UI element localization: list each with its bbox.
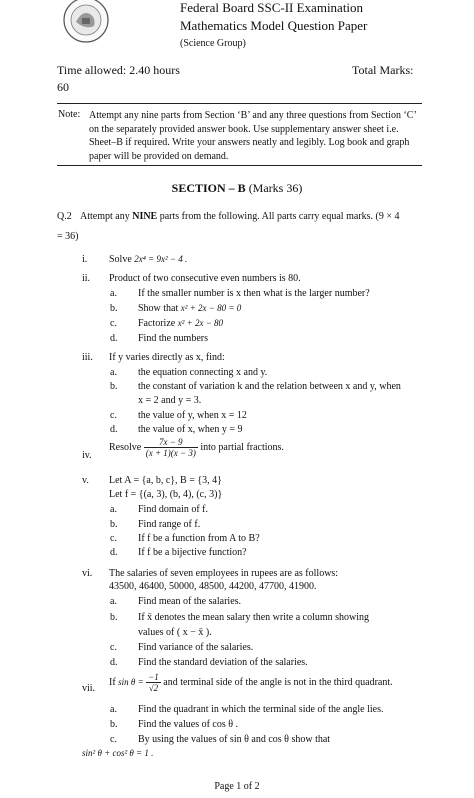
part-iii-b-line1: the constant of variation k and the relation between x and y, when (138, 381, 401, 392)
part-num: iv. (82, 450, 92, 461)
fraction-denominator: √2 (148, 683, 159, 693)
part-vi-b-line2: values of ( x − x̄ ). (138, 627, 212, 638)
part-ii-c (138, 317, 223, 330)
show-that-label: Show that (138, 303, 179, 314)
part-v-function-line: Let f = {(a, 3), (b, 4), (c, 3)} (109, 489, 223, 500)
question-number: Q.2 (57, 211, 72, 222)
sub-letter: a. (110, 704, 117, 715)
sub-letter: d. (110, 657, 118, 668)
part-iii-d: the value of x, when y = 9 (138, 424, 243, 435)
part-iv-text (109, 437, 284, 458)
part-ii-b-equation: x² + 2x − 80 = 0 (180, 303, 242, 313)
instruction-post: parts from the following. All parts carry equal marks. (9 × 4 (157, 211, 400, 222)
page-footer: Page 1 of 2 (214, 781, 260, 792)
sin-expression: sin θ = (118, 676, 144, 687)
part-vi-b-line1: If x̄ denotes the mean salary then write a column showing (138, 612, 370, 623)
sub-letter: b. (110, 612, 118, 623)
sub-letter: d. (110, 547, 118, 558)
part-v-c: If f be a function from A to B? (138, 533, 260, 544)
part-num: ii. (82, 273, 91, 284)
part-iii-c: the value of y, when x = 12 (138, 410, 247, 421)
part-i-label: Solve (109, 254, 132, 265)
sub-letter: a. (110, 288, 117, 299)
part-vii-a: Find the quadrant in which the terminal side of the angle lies. (138, 704, 384, 715)
part-vii-c: By using the values of sin θ and cos θ show that (138, 734, 331, 745)
partial-fraction (144, 437, 198, 458)
part-num: vii. (82, 683, 96, 694)
sub-letter: d. (110, 424, 118, 435)
part-iii-a: the equation connecting x and y. (138, 367, 268, 378)
part-vi-d: Find the standard deviation of the salaries. (138, 657, 308, 668)
part-num: iii. (82, 352, 93, 363)
sub-letter: b. (110, 519, 118, 530)
sub-letter: a. (110, 504, 117, 515)
sin-fraction (146, 672, 161, 693)
sub-letter: c. (110, 318, 117, 329)
total-marks-label: Total Marks: (352, 63, 414, 77)
sub-letter: c. (110, 642, 117, 653)
part-ii-b (138, 302, 241, 315)
section-title: SECTION – B (171, 181, 246, 195)
salary-data: 43500, 46400, 50000, 48500, 44200, 47700, 41900. (109, 581, 317, 592)
sub-letter: a. (110, 367, 117, 378)
part-iii-b-line2: x = 2 and y = 3. (138, 395, 202, 406)
sub-letter: c. (110, 734, 117, 745)
part-vi-a: Find mean of the salaries. (138, 596, 242, 607)
sub-letter: c. (110, 410, 117, 421)
sub-letter: a. (110, 596, 117, 607)
resolve-post: into partial fractions. (200, 441, 284, 453)
part-vii-b: Find the values of cos θ . (138, 719, 239, 730)
sub-letter: b. (110, 719, 118, 730)
sub-letter: d. (110, 333, 118, 344)
section-marks: (Marks 36) (245, 181, 303, 195)
part-ii-c-expression: x² + 2x − 80 (177, 318, 224, 328)
time-allowed: Time allowed: 2.40 hours (57, 63, 180, 77)
part-vi-c: Find variance of the salaries. (138, 642, 254, 653)
part-v-set-line: Let A = {a, b, c}, B = {3, 4} (109, 475, 222, 486)
part-v-a: Find domain of f. (138, 504, 208, 515)
fraction-denominator: (x + 1)(x − 3) (145, 448, 196, 458)
paper-title: Mathematics Model Question Paper (180, 18, 368, 33)
instruction-pre: Attempt any (80, 211, 133, 222)
note-text: Attempt any nine parts from Section ‘B’ and any three questions from Section ‘C’ on the separately provided answer book. Use supplementary answer sheet i.e. Sheet–B if required. Write your answers neatly and legibly. Log book and graph paper will be provided on demand. (89, 110, 417, 162)
board-seal-logo (60, 0, 112, 46)
sub-letter: b. (110, 303, 118, 314)
part-ii-a: If the smaller number is x then what is the larger number? (138, 288, 370, 299)
question-marks-cont: = 36) (57, 231, 79, 242)
factorize-label: Factorize (138, 318, 176, 329)
part-ii-d: Find the numbers (138, 333, 208, 344)
sub-letter: c. (110, 533, 117, 544)
part-i-equation: 2x⁴ = 9x² − 4 . (134, 254, 188, 264)
part-vii-text (109, 672, 393, 693)
part-num: v. (82, 475, 89, 486)
part-num: i. (82, 254, 88, 265)
part-v-b: Find range of f. (138, 519, 201, 530)
fraction-numerator: 7x − 9 (144, 437, 198, 448)
question-instruction (80, 210, 399, 223)
section-heading (0, 181, 474, 196)
if-label: If (109, 676, 116, 688)
sub-letter: b. (110, 381, 118, 392)
part-ii-text: Product of two consecutive even numbers is 80. (109, 273, 301, 284)
fraction-numerator: −1 (148, 672, 159, 682)
note-label: Note: (58, 109, 81, 120)
total-marks-value: 60 (57, 80, 69, 94)
note-top-rule (57, 103, 422, 104)
resolve-label: Resolve (109, 441, 142, 453)
identity-equation: sin² θ + cos² θ = 1 . (82, 748, 154, 758)
group-label: (Science Group) (180, 38, 246, 49)
part-iii-text: If y varies directly as x, find: (109, 352, 225, 363)
part-num: vi. (82, 568, 93, 579)
exam-board-title: Federal Board SSC-II Examination (180, 0, 364, 15)
instruction-bold: NINE (132, 211, 158, 222)
vii-post: and terminal side of the angle is not in the third quadrant. (163, 676, 393, 688)
part-i-text (109, 253, 187, 266)
part-v-d: If f be a bijective function? (138, 547, 247, 558)
part-vi-text: The salaries of seven employees in rupees are as follows: (109, 568, 339, 579)
note-bottom-rule (57, 165, 422, 166)
